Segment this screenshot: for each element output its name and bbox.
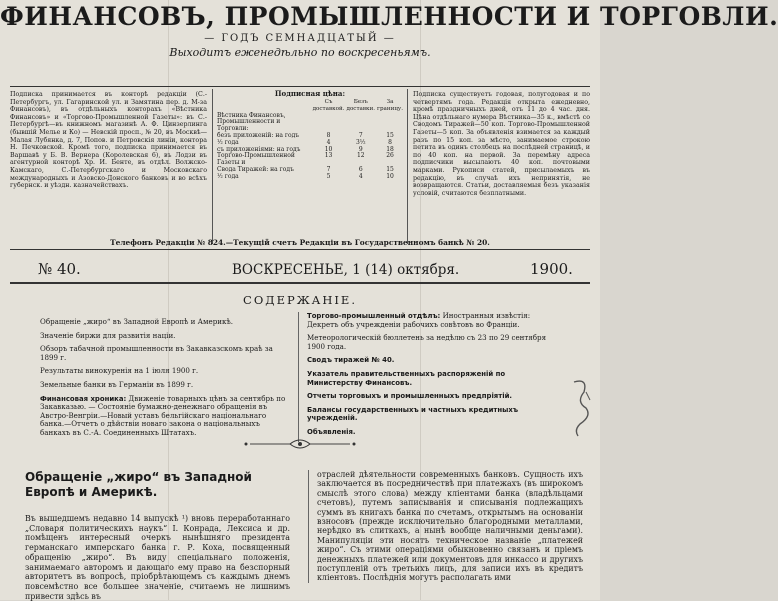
weekly-line: Выходитъ еженедѣльно по воскресеньямъ.	[169, 46, 431, 59]
contents-entry-text: Метеорологическій бюллетень за недѣлю съ 23 по 29 сентября 1900 года.	[307, 333, 547, 351]
contents-entry	[307, 334, 560, 351]
price-value: 8	[326, 131, 331, 139]
contents-entry-text: Движеніе товарныхъ цѣнъ за сентябрь по Закавказью. — Состояніе бумажно-денежнаго обращенія въ Австро-Венгріи.—Новый уставъ бельгійскаго національнаго банка.—Отчетъ о дѣйствіи новаго закона о національныхъ банкахъ въ С.-А. Соединенныхъ Штатахъ.	[40, 393, 286, 437]
subscription-block	[10, 86, 590, 250]
article-right-text: отраслей дѣятельности современныхъ банковъ. Сущность ихъ заключается въ посредничествѣ при платежахъ (въ широкомъ смыслѣ этого слова) между кліентами банка (владѣльцами счетовъ), путемъ записыванія и списыванія подлежащихъ суммъ въ книгахъ банка по счетамъ, открытымъ на основаніи взносовъ (прежде исключительно благородными металлами, нерѣдко въ слиткахъ, а нынѣ вообще наличными деньгами). Манипуляціи эти носятъ техническое названіе „платежей жиро“. Съ этими операціями обыкновенно связанъ и пріемъ денежныхъ платежей или документовъ для инкассо и другихъ поступленій отъ третьихъ лицъ, для записи ихъ въ кредитъ кліентовъ. Послѣднія могутъ располагать ими	[308, 470, 583, 583]
price-value: 10	[386, 172, 394, 180]
contents-entry	[307, 356, 560, 365]
price-value: 3½	[355, 138, 366, 146]
price-value: 26	[386, 152, 394, 160]
contents-entry	[40, 332, 290, 341]
price-row-label: безъ приложеній: на годъ	[217, 131, 300, 139]
price-row-label: съ приложеніями: на годъ	[217, 145, 301, 153]
subscription-terms-text: Подписка существуетъ годовая, полугодовая и по четвертямъ года. Редакція открыта ежедневно, кромѣ праздничныхъ дней, отъ 11 до 4 час. дня. Цѣна отдѣльнаго нумера Вѣстника—35 к., вмѣстѣ со Сводомъ Тиражей—50 коп. Торгово-Промышленной Газеты—5 коп. За объявленія взимается за каждый разъ по 15 коп. за мѣсто, занимаемое строкою петита въ одинъ столбецъ на послѣдней страницѣ, и по 40 коп. на первой. За перемѣну адреса подписчики высылаютъ 40 коп. почтовыми марками. Рукописи статей, присылаемыхъ въ редакцію, въ случаѣ ихъ непринятія, не возвращаются. Статьи, доставляемыя безъ указанія условій, считаются безплатными.	[413, 91, 590, 197]
price-value: 15	[386, 131, 394, 139]
contents-entry	[307, 406, 560, 423]
contents-entry-text: Земельные банки въ Германіи въ 1899 г.	[40, 379, 194, 389]
price-row-label: Вѣстника Финансовъ, Промышленности и Торговли:	[217, 111, 286, 133]
contents-entry-text: Обзоръ табачной промышленности въ Закавказскомъ краѣ за 1899 г.	[40, 344, 273, 362]
price-value: 4	[358, 172, 363, 180]
price-row-label: Свода Тиражей: на годъ	[217, 165, 294, 173]
contents-title: СОДЕРЖАНІЕ.	[243, 293, 357, 307]
price-value	[376, 113, 404, 133]
price-value: 12	[356, 152, 365, 160]
contents-right-column	[298, 312, 560, 442]
contents-entry	[40, 381, 290, 390]
contents-entry-text: Результаты винокуренія на 1 іюля 1900 г.	[40, 366, 199, 376]
year-line: — ГОДЪ СЕМНАДЦАТЫЙ —	[204, 33, 396, 44]
price-row	[216, 113, 404, 133]
price-row	[216, 133, 404, 140]
price-value: 5	[326, 172, 331, 180]
contents-entry	[40, 395, 290, 438]
price-row	[216, 153, 404, 167]
contents-entry	[307, 312, 560, 329]
contents-entry-heading: Отчеты торговыхъ и промышленныхъ предпріятій.	[307, 392, 513, 401]
price-row	[216, 174, 404, 181]
price-value: 15	[386, 165, 394, 173]
price-value: 9	[358, 145, 363, 153]
price-row-label: Торгово-Промышленной Газеты и	[217, 152, 295, 167]
price-row-label: ½ года	[217, 172, 239, 180]
price-row	[216, 167, 404, 174]
issue-bar	[10, 256, 590, 284]
contents-left-column	[40, 318, 290, 443]
newspaper-title: ФИНАНСОВЪ, ПРОМЫШЛЕННОСТИ И ТОРГОВЛИ.	[0, 2, 778, 31]
price-value: 18	[386, 145, 394, 153]
issue-year: 1900.	[530, 260, 573, 278]
price-value	[312, 113, 346, 133]
price-col-header: Съ доставкой.	[312, 99, 345, 112]
article-left-text: Въ вышедшемъ недавно 14 выпускѣ ¹) вновь переработаннаго „Словаря политическихъ наукъ“ І. Конрада, Лексиса и др. помѣщенъ интересный очеркъ нынѣшняго президента германскаго имперскаго банка г. Р. Коха, посвященный обращенію „жиро“. Въ виду спеціальнаго положенія, занимаемаго авторомъ и дающаго ему право на безспорный авторитетъ въ вопросѣ, пріобрѣтающемъ съ каждымъ днемъ повсемѣстно все большее значеніе, считаемъ не лишнимъ привести здѣсь въ	[25, 514, 290, 601]
price-table	[216, 99, 404, 181]
contents-entry-heading: Финансовая хроника:	[40, 394, 127, 403]
contents-entry	[40, 345, 290, 362]
contents-entry-heading: Торгово-промышленный отдѣлъ:	[307, 312, 441, 320]
contents-entry-heading: Балансы государственныхъ и частныхъ кредитныхъ учрежденій.	[307, 405, 519, 423]
phone-account-line: Телефонъ Редакціи № 824.—Текущій счетъ Редакціи въ Государственномъ банкѣ № 20.	[110, 238, 490, 247]
price-value: 13	[324, 152, 333, 160]
price-col-header: За границу.	[377, 99, 404, 112]
handwritten-mark	[566, 372, 596, 442]
contents-entry-heading: Сводъ тиражей № 40.	[307, 356, 395, 365]
contents-entry-text: Иностранныя извѣстія: Декретъ объ учрежденіи рабочихъ совѣтовъ во Франціи.	[307, 311, 531, 329]
contents-entry	[307, 392, 560, 401]
masthead	[0, 0, 778, 59]
price-row-label: ½ года	[217, 138, 239, 146]
contents-entry-text: Обращеніе „жиро“ въ Западной Европѣ и Америкѣ.	[40, 317, 233, 326]
contents-entry-text: Значеніе биржи для развитія націи.	[40, 330, 176, 340]
contents-entry-heading: Объявленія.	[307, 427, 356, 436]
price-title: Подписная цѣна:	[274, 89, 346, 98]
price-value: 7	[326, 165, 331, 173]
subscription-offices-text: Подписка принимается въ конторѣ редакціи (С.-Петербургъ, ул. Гагаринской ул. и Замятина пер. д. М-за Финансовъ), въ отдѣльныхъ конторахъ «Вѣстника Финансовъ» и «Торгово-Промышленной Газеты»: въ С.-Петербургѣ—въ книжномъ магазинѣ А. Ф. Цинзерлинга (бывшій Мелье и Ко) — Невскій просп., № 20, въ Москвѣ—Малая Лубянка, д. 7, Попов. и Петровскія линіи, контора Н. Печковской. Кромѣ того, подписка принимается въ Варшавѣ у Б. В. Вернера (Королевская 6), въ Лодзи въ агентурной конторѣ Хр. И. Бенте, въ отдѣл. Волжско-Камскаго, С.-Петербургскаго и Московскаго международныхъ и Азовско-Донского банковъ и во всѣхъ губернск. и уѣздн. казначействахъ.	[10, 91, 207, 190]
price-value: 4	[326, 138, 331, 146]
price-value: 7	[358, 131, 363, 139]
issue-date: ВОСКРЕСЕНЬЕ, 1 (14) октября.	[232, 262, 460, 278]
price-col-header: Безъ доставки.	[346, 99, 376, 112]
price-value: 6	[358, 165, 363, 173]
price-value: 8	[388, 138, 392, 146]
contents-entry	[307, 370, 560, 387]
contents-entry-heading: Указатель правительственныхъ распоряженій по Министерству Финансовъ.	[307, 369, 506, 387]
ornament-divider	[0, 436, 600, 452]
contents-entry	[40, 318, 290, 327]
article-title: Обращеніе „жиро“ въ Западной Европѣ и Америкѣ.	[25, 470, 252, 499]
contents-entry	[40, 367, 290, 376]
issue-number: № 40.	[38, 260, 81, 278]
price-value	[346, 113, 377, 133]
price-table-box	[212, 89, 408, 244]
price-value: 10	[324, 145, 333, 153]
